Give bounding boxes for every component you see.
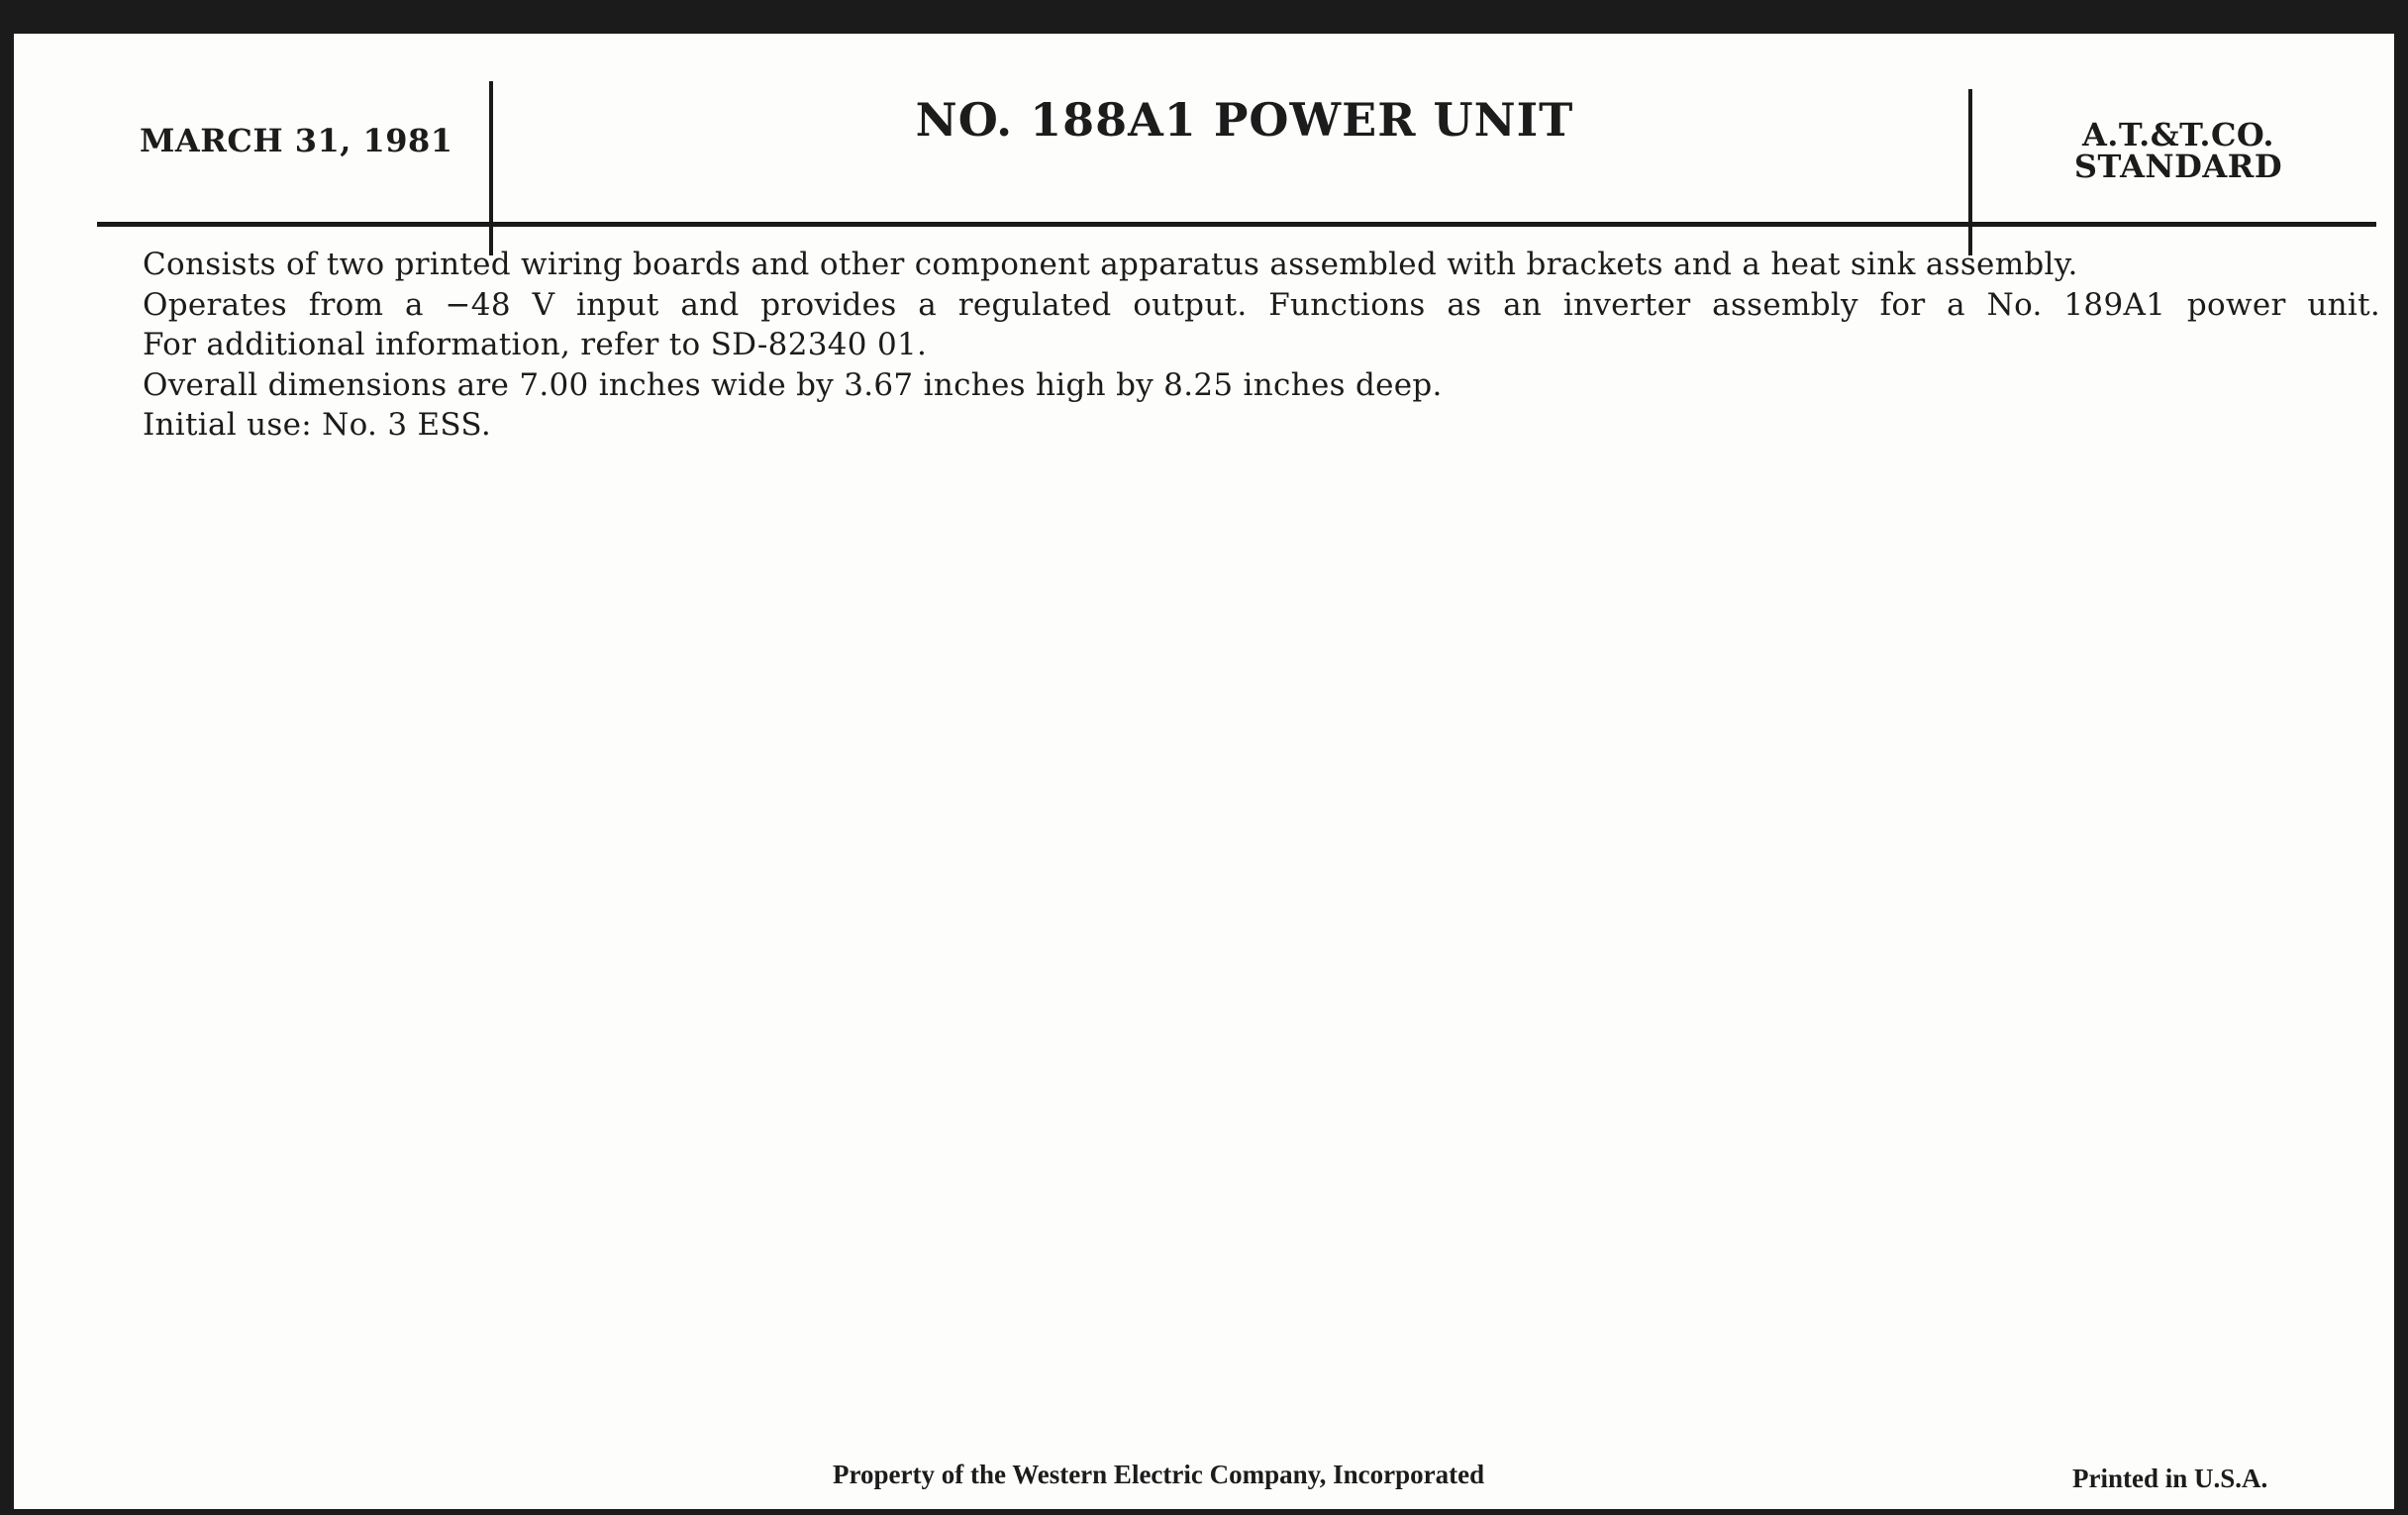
header-divider-left: [489, 81, 493, 255]
property-notice: Property of the Western Electric Company, Incorporated: [833, 1460, 1485, 1489]
issue-date: MARCH 31, 1981: [140, 122, 453, 159]
body-line: Initial use: No. 3 ESS.: [143, 407, 492, 443]
document-card: [14, 34, 2394, 1509]
standard-line-2: STANDARD: [2073, 148, 2283, 185]
body-line: Overall dimensions are 7.00 inches wide by 3.67 inches high by 8.25 inches deep.: [143, 366, 1443, 403]
body-line: Consists of two printed wiring boards and other component apparatus assembled with brackets and a heat sink assembly.: [143, 247, 2078, 282]
description-body: [143, 245, 2380, 446]
header-rule: [97, 222, 2376, 227]
header-divider-right: [1968, 89, 1972, 255]
body-line: Operates from a −48 V input and provides a regulated output. Functions as an inverter assembly for a No. 189A1 power unit.: [143, 286, 2380, 323]
body-line: For additional information, refer to SD-82340 01.: [143, 327, 928, 362]
document-title: NO. 188A1 POWER UNIT: [915, 93, 1574, 147]
printed-in-notice: Printed in U.S.A.: [2072, 1464, 2268, 1493]
standard-mark: [1980, 116, 2376, 185]
standard-line-1: A.T.&T.CO.: [2081, 116, 2275, 153]
